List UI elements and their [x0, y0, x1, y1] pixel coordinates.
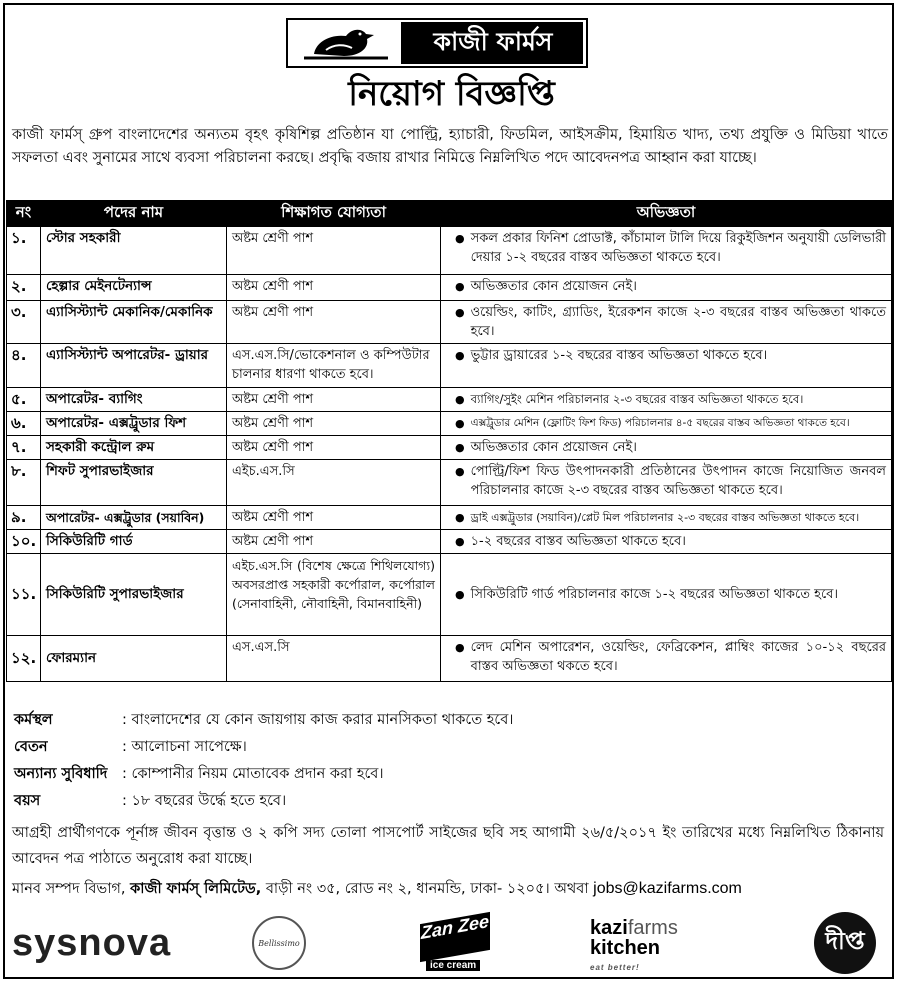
table-row [7, 301, 892, 344]
table-row [7, 460, 892, 506]
bullet-icon: ● [455, 535, 465, 548]
hen-logo-icon [291, 22, 403, 64]
education: এস.এস.সি [227, 636, 441, 682]
education: অষ্টম শ্রেণী পাশ [227, 412, 441, 436]
street-address: বাড়ী নং ৩৫, রোড নং ২, ধানমন্ডি, ঢাকা- ১২০৫। অথবা [261, 881, 594, 897]
term-key: কর্মস্থল [14, 712, 53, 728]
education: অষ্টম শ্রেণী পাশ [227, 301, 441, 344]
bullet-icon: ● [455, 641, 465, 654]
job-table [6, 200, 892, 682]
terms-section [14, 708, 884, 816]
zanzee-wordmark: Zan Zee [420, 912, 490, 962]
post-name: অপারেটর- এক্সট্রুডার (সয়াবিন) [41, 506, 227, 530]
row-number: ১. [7, 227, 41, 275]
column-header-post: পদের নাম [41, 201, 227, 227]
bullet-icon: ● [455, 349, 465, 362]
post-name: হেল্পার মেইনটেন্যান্স [41, 275, 227, 301]
kk-kitchen: kitchen [590, 937, 661, 959]
post-name: এ্যাসিস্ট্যান্ট অপারেটর- ড্রায়ার [41, 344, 227, 388]
experience: ১-২ বছরের বাস্তব অভিজ্ঞতা থাকতে হবে। [470, 534, 686, 549]
intro-paragraph: কাজী ফার্মস্ গ্রুপ বাংলাদেশের অন্যতম বৃহৎ কৃষিশিল্প প্রতিষ্ঠান যা পোল্ট্রি, হ্যাচারী, ফিডমিল, আইসক্রীম, হিমায়িত খাদ্য, তথ্য প্রযুক্তি ও মিডিয়া খাতে সফলতা এবং সুনামের সাথে ব্যবসা পরিচালনা করছে। প্রবৃদ্ধি বজায় রাখার নিমিত্তে নিম্নলিখিত পদে আবেদনপত্র আহ্বান করা যাচ্ছে। [12, 127, 888, 166]
term-row [14, 735, 884, 759]
kk-farms: farms [627, 917, 678, 939]
experience: ভুট্টার ড্রায়ারের ১-২ বছরের বাস্তব অভিজ্ঞতা থাকতে হবে। [470, 348, 768, 363]
term-key: বয়স [14, 793, 41, 809]
table-row [7, 344, 892, 388]
page-title: নিয়োগ বিজ্ঞপ্তি [348, 74, 555, 114]
bullet-icon: ● [455, 441, 465, 454]
table-row [7, 227, 892, 275]
experience: সিকিউরিটি গার্ড পরিচালনার কাজে ১-২ বছরের অভিজ্ঞতা থাকতে হবে। [470, 587, 839, 602]
education: অষ্টম শ্রেণী পাশ [227, 530, 441, 554]
experience: লেদ মেশিন অপারেশন, ওয়েল্ডিং, ফেব্রিকেশন, প্লাম্বিং কাজের ১০-১২ বছরের বাস্তব অভিজ্ঞতা থকতে হবে। [470, 640, 886, 674]
bullet-icon: ● [455, 232, 465, 245]
experience: ওয়েল্ডিং, কাটিং, গ্র্যাডিং, ইরেকশন কাজে ২-৩ বছরের বাস্তব অভিজ্ঞতা থাকতে হবে। [470, 305, 886, 339]
term-value: : কোম্পানীর নিয়ম মোতাবেক প্রদান করা হবে। [122, 766, 384, 782]
post-name: সিকিউরিটি সুপারভাইজার [41, 554, 227, 636]
table-row [7, 436, 892, 460]
row-number: ৯. [7, 506, 41, 530]
kk-kazi: kazi [590, 917, 628, 939]
kk-tagline: eat better! [590, 963, 640, 972]
dipto-tv-logo: দীপ্ত [814, 912, 876, 974]
term-key: অন্যান্য সুবিধাদি [14, 766, 108, 782]
kazi-farms-kitchen-logo [590, 918, 678, 978]
bullet-icon: ● [455, 511, 465, 524]
column-header-no: নং [7, 201, 41, 227]
sister-brands [6, 908, 891, 978]
table-row [7, 506, 892, 530]
education: এস.এস.সি/ভোকেশনাল ও কম্পিউটার চালনার ধারণা থাকতে হবে। [227, 344, 441, 388]
experience: ব্যাগিং/সুইং মেশিন পরিচালনার ২-৩ বছরের বাস্তব অভিজ্ঞতা থাকতে হবে। [470, 392, 804, 406]
kazi-farms-logo [286, 18, 588, 68]
education: এইচ.এস.সি (বিশেষ ক্ষেত্রে শিথিলযোগ্য) অবসরপ্রাপ্ত সহকারী কর্পোরাল, কর্পোরাল (সেনাবাহিনী, নৌবাহিনী, বিমানবাহিনী) [227, 554, 441, 636]
brand-name: কাজী ফার্মস [403, 22, 583, 64]
row-number: ১১. [7, 554, 41, 636]
table-row [7, 412, 892, 436]
email-link[interactable]: jobs@kazifarms.com [593, 880, 742, 897]
sysnova-logo: sysnova [12, 922, 172, 964]
row-number: ৫. [7, 388, 41, 412]
post-name: স্টোর সহকারী [41, 227, 227, 275]
term-value: : বাংলাদেশের যে কোন জায়গায় কাজ করার মানসিকতা থাকতে হবে। [122, 712, 514, 728]
row-number: ৬. [7, 412, 41, 436]
bullet-icon: ● [455, 588, 465, 601]
term-value: : ১৮ বছরের উর্দ্ধে হতে হবে। [122, 793, 287, 809]
experience: অভিজ্ঞতার কোন প্রয়োজন নেই। [470, 279, 637, 294]
post-name: অপারেটর- ব্যাগিং [41, 388, 227, 412]
department: মানব সম্পদ বিভাগ, [12, 881, 131, 897]
zanzee-subtitle: ice cream [426, 960, 480, 971]
education: অষ্টম শ্রেণী পাশ [227, 388, 441, 412]
row-number: ৪. [7, 344, 41, 388]
education: এইচ.এস.সি [227, 460, 441, 506]
experience: ড্রাই এক্সট্রুডার (সয়াবিন)/প্লেট মিল পরিচালনার ২-৩ বছরের বাস্তব অভিজ্ঞতা থাকতে হবে। [470, 511, 860, 524]
education: অষ্টম শ্রেণী পাশ [227, 506, 441, 530]
row-number: ১০. [7, 530, 41, 554]
company-name: কাজী ফার্মস্ লিমিটেড, [130, 881, 262, 897]
bellissimo-logo: Bellissimo [252, 916, 306, 970]
experience: এক্সট্রুডার মেশিন (ফ্লোটিং ফিশ ফিড) পরিচালনার ৪-৫ বছরের বাস্তব অভিজ্ঞতা থাকতে হবে। [470, 417, 850, 429]
term-value: : আলোচনা সাপেক্ষে। [122, 739, 247, 755]
table-row [7, 388, 892, 412]
education: অষ্টম শ্রেণী পাশ [227, 436, 441, 460]
table-header-row [7, 201, 892, 227]
post-name: অপারেটর- এক্সট্রুডার ফিশ [41, 412, 227, 436]
education: অষ্টম শ্রেণী পাশ [227, 275, 441, 301]
experience: পোল্ট্রি/ফিশ ফিড উৎপাদনকারী প্রতিষ্ঠানের উৎপাদন কাজে নিয়োজিত জনবল পরিচালনার কাজে ২-৩ বছরের বাস্তব অভিজ্ঞতা থাকতে হবে। [470, 464, 886, 498]
table-row [7, 554, 892, 636]
post-name: ফোরম্যান [41, 636, 227, 682]
column-header-experience: অভিজ্ঞতা [441, 201, 892, 227]
row-number: ৩. [7, 301, 41, 344]
zanzee-logo [414, 912, 498, 974]
table-row [7, 530, 892, 554]
term-row [14, 708, 884, 732]
post-name: সিকিউরিটি গার্ড [41, 530, 227, 554]
row-number: ১২. [7, 636, 41, 682]
row-number: ২. [7, 275, 41, 301]
education: অষ্টম শ্রেণী পাশ [227, 227, 441, 275]
experience: সকল প্রকার ফিনিশ প্রোডাক্ট, কাঁচামাল টালি দিয়ে রিকুইজিশন অনুযায়ী ডেলিভারী দেয়ার ১-২ বছরের বাস্তব অভিজ্ঞতা থাকতে হবে। [470, 231, 886, 265]
post-name: সহকারী কন্ট্রোল রুম [41, 436, 227, 460]
bullet-icon: ● [455, 393, 465, 406]
bullet-icon: ● [455, 306, 465, 319]
application-instructions: আগ্রহী প্রার্থীগণকে পূর্নাঙ্গ জীবন বৃত্তান্ত ও ২ কপি সদ্য তোলা পাসপোর্ট সাইজের ছবি সহ আগামী ২৬/৫/২০১৭ ইং তারিখের মধ্যে নিম্নলিখিত ঠিকানায় আবেদন পত্র পাঠাতে অনুরোধ করা যাচ্ছে। [12, 825, 884, 867]
experience: অভিজ্ঞতার কোন প্রয়োজন নেই। [470, 440, 637, 455]
row-number: ৭. [7, 436, 41, 460]
bullet-icon: ● [455, 465, 465, 478]
table-row [7, 275, 892, 301]
post-name: শিফট সুপারভাইজার [41, 460, 227, 506]
term-row [14, 762, 884, 786]
term-key: বেতন [14, 739, 48, 755]
table-row [7, 636, 892, 682]
bullet-icon: ● [455, 417, 465, 430]
address-line [12, 876, 884, 902]
bullet-icon: ● [455, 280, 465, 293]
row-number: ৮. [7, 460, 41, 506]
column-header-education: শিক্ষাগত যোগ্যতা [227, 201, 441, 227]
post-name: এ্যাসিস্ট্যান্ট মেকানিক/মেকানিক [41, 301, 227, 344]
term-row [14, 789, 884, 813]
